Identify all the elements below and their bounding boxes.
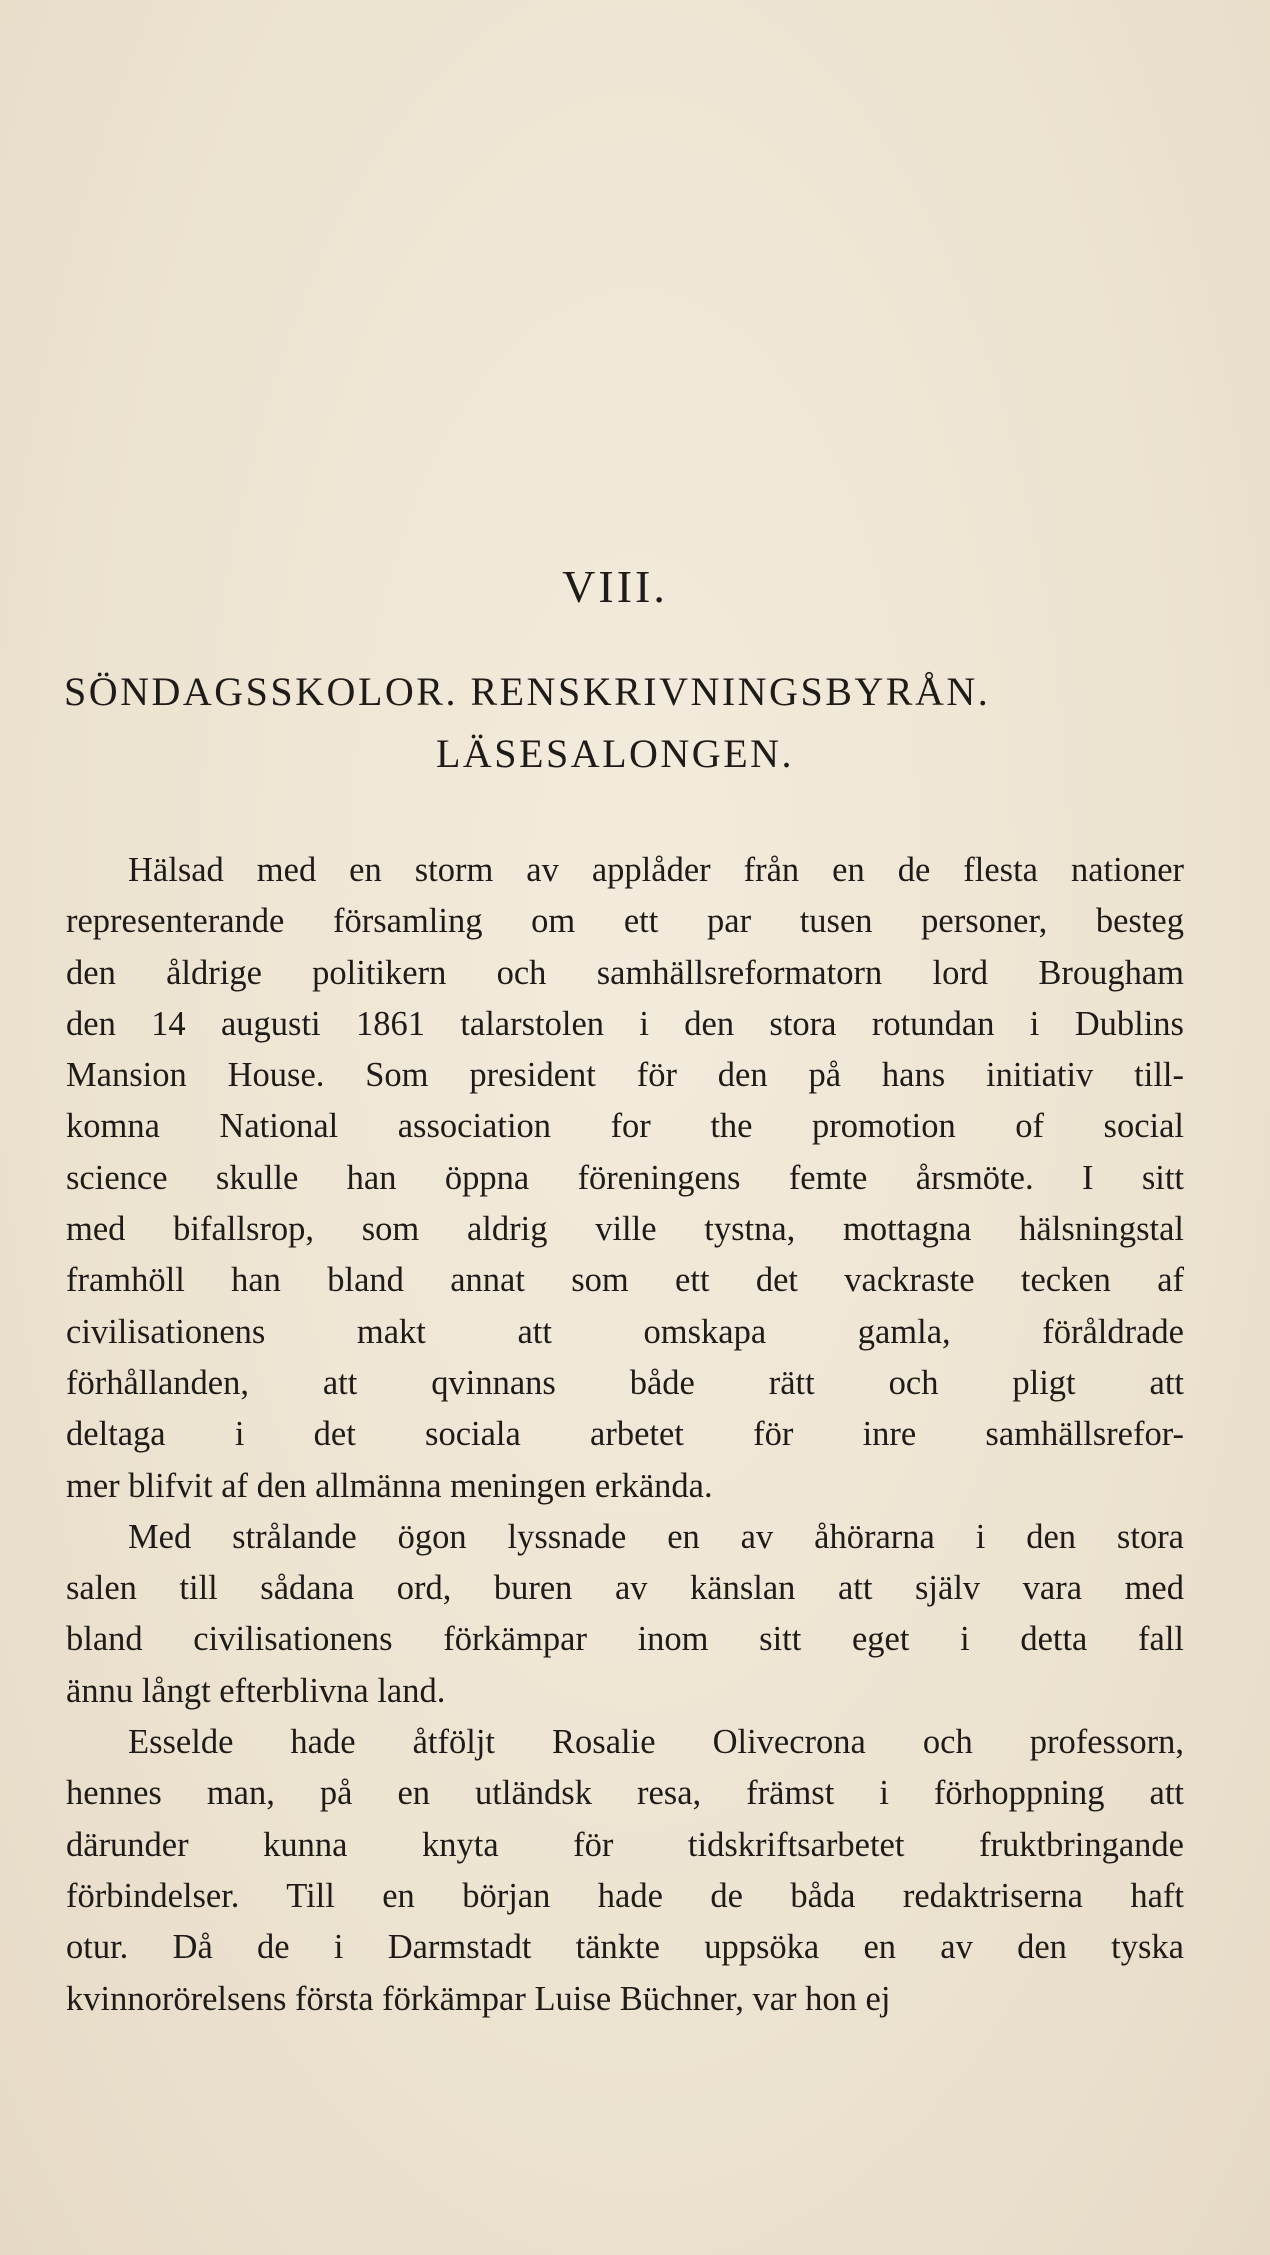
- text-line: bland civilisationens förkämpar inom sitt eget i detta fall: [66, 1620, 1184, 1659]
- text-line: därunder kunna knyta för tidskriftsarbetet fruktbringande: [66, 1825, 1184, 1864]
- paragraph-1: [66, 845, 1184, 1512]
- chapter-number: VIII.: [562, 561, 668, 612]
- text-line: kvinnorörelsens första förkämpar Luise Büchner, var hon ej: [66, 1979, 891, 2018]
- chapter-title-line-2: LÄSESALONGEN.: [435, 731, 795, 776]
- text-line: ännu långt efterblivna land.: [66, 1671, 446, 1710]
- text-line: förbindelser. Till en början hade de båda redaktriserna haft: [66, 1876, 1184, 1915]
- text-line: Mansion House. Som president för den på hans initiativ till-: [66, 1056, 1184, 1095]
- text-line: den åldrige politikern och samhällsreformatorn lord Brougham: [66, 953, 1184, 992]
- text-line: förhållanden, att qvinnans både rätt och pligt att: [66, 1363, 1184, 1402]
- paragraph-3: [66, 1717, 1184, 2025]
- body-text: [66, 845, 1184, 2025]
- text-line: otur. Då de i Darmstadt tänkte uppsöka en av den tyska: [66, 1928, 1184, 1967]
- text-line: komna National association for the promotion of social: [66, 1107, 1184, 1146]
- text-line: deltaga i det sociala arbetet för inre samhällsrefor-: [66, 1415, 1184, 1454]
- text-line: hennes man, på en utländsk resa, främst i förhoppning att: [66, 1774, 1184, 1813]
- text-line: science skulle han öppna föreningens femte årsmöte. I sitt: [66, 1158, 1184, 1197]
- text-line: representerande församling om ett par tusen personer, besteg: [66, 902, 1184, 941]
- text-line: civilisationens makt att omskapa gamla, föråldrade: [66, 1312, 1184, 1351]
- text-line: mer blifvit af den allmänna meningen erkända.: [66, 1466, 713, 1505]
- text-line: Esselde hade åtföljt Rosalie Olivecrona och professorn,: [128, 1723, 1184, 1762]
- paragraph-2: [66, 1512, 1184, 1717]
- text-line: Med strålande ögon lyssnade en av åhörarna i den stora: [128, 1517, 1184, 1556]
- text-line: den 14 augusti 1861 talarstolen i den stora rotundan i Dublins: [66, 1004, 1184, 1043]
- text-line: framhöll han bland annat som ett det vackraste tecken af: [66, 1261, 1184, 1300]
- chapter-title-line-1: SÖNDAGSSKOLOR. RENSKRIVNINGSBYRÅN.: [64, 669, 991, 714]
- text-line: Hälsad med en storm av applåder från en de flesta nationer: [128, 851, 1184, 889]
- text-line: med bifallsrop, som aldrig ville tystna, mottagna hälsningstal: [66, 1210, 1184, 1249]
- text-line: salen till sådana ord, buren av känslan att själv vara med: [66, 1569, 1184, 1608]
